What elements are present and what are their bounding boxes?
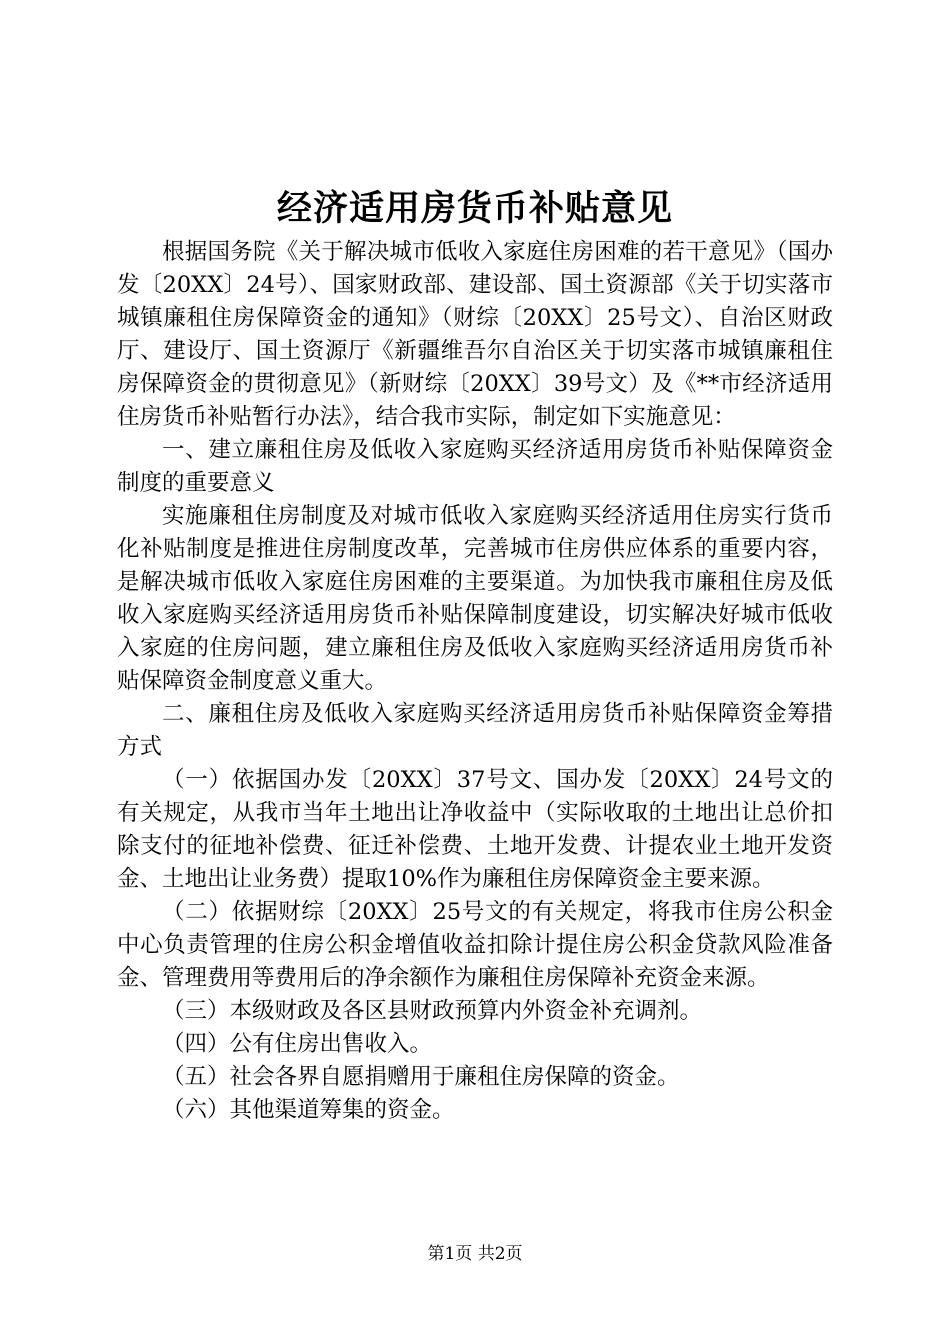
paragraph-intro: 根据国务院《关于解决城市低收入家庭住房困难的若干意见》（国办发〔20XX〕24号）、国家财政部、建设部、国土资源部《关于切实落市城镇廉租住房保障资金的通知》（财综〔20XX〕25号文）、自治区财政厅、建设厅、国土资源厅《新疆维吾尔自治区关于切实落市城镇廉租住房保障资金的贯彻意见》（新财综〔20XX〕39号文）及《**市经济适用住房货币补贴暂行办法》，结合我市实际，制定如下实施意见： [117, 239, 833, 430]
list-item-funding-3: （三）本级财政及各区县财政预算内外资金补充调剂。 [162, 998, 703, 1024]
section-heading-1: 一、建立廉租住房及低收入家庭购买经济适用房货币补贴保障资金制度的重要意义 [117, 437, 833, 496]
page-number-footer: 第1页 共2页 [427, 1244, 523, 1264]
list-item-funding-5: （五）社会各界自愿捐赠用于廉租住房保障的资金。 [162, 1064, 680, 1090]
section-heading-2: 二、廉租住房及低收入家庭购买经济适用房货币补贴保障资金筹措方式 [117, 701, 833, 760]
list-item-funding-4: （四）公有住房出售收入。 [162, 1031, 433, 1057]
document-title: 经济适用房货币补贴意见 [276, 188, 673, 229]
list-item-funding-6: （六）其他渠道筹集的资金。 [162, 1097, 455, 1123]
document-body [117, 236, 833, 1127]
list-item-funding-2: （二）依据财综〔20XX〕25号文的有关规定，将我市住房公积金中心负责管理的住房公积金增值收益扣除计提住房公积金贷款风险准备金、管理费用等费用后的净余额作为廉租住房保障补充资金来源。 [117, 899, 833, 991]
paragraph-significance: 实施廉租住房制度及对城市低收入家庭购买经济适用住房实行货币化补贴制度是推进住房制度改革，完善城市住房供应体系的重要内容，是解决城市低收入家庭住房困难的主要渠道。为加快我市廉租住房及低收入家庭购买经济适用房货币补贴保障制度建设，切实解决好城市低收入家庭的住房问题，建立廉租住房及低收入家庭购买经济适用房货币补贴保障资金制度意义重大。 [117, 503, 833, 694]
list-item-funding-1: （一）依据国办发〔20XX〕37号文、国办发〔20XX〕24号文的有关规定，从我市当年土地出让净收益中（实际收取的土地出让总价扣除支付的征地补偿费、征迁补偿费、土地开发费、计提农业土地开发资金、土地出让业务费）提取10%作为廉租住房保障资金主要来源。 [117, 767, 833, 892]
